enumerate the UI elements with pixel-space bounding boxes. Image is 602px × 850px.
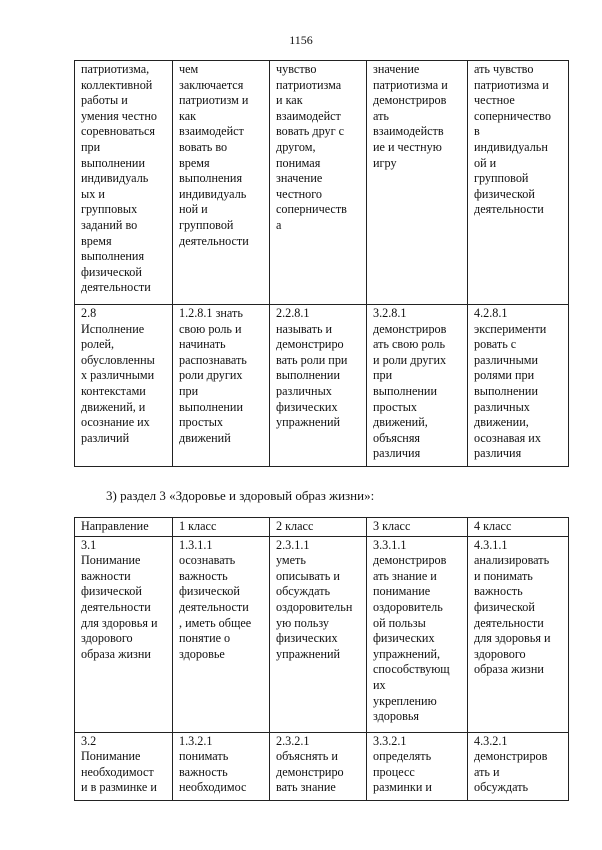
table-cell: патриотизма, коллективной работы и умения честно соревноваться при выполнении индивидуаль ых и групповых заданий во время выполнения физической деятельности [75, 61, 173, 305]
table-cell: 2.2.8.1 называть и демонстриро вать роли при выполнении различных физических упражнений [270, 305, 367, 467]
table-cell: значение патриотизма и демонстриров ать взаимодейств ие и честную игру [367, 61, 468, 305]
table-cell: 2.8 Исполнение ролей, обусловленны х различными контекстами движений, и осознание их различий [75, 305, 173, 467]
table-cell: ать чувство патриотизма и честное соперничество в индивидуальн ой и групповой физической деятельности [468, 61, 569, 305]
table-row [75, 61, 569, 305]
table-cell: 1.2.8.1 знать свою роль и начинать распознавать роли других при выполнении простых движений [173, 305, 270, 467]
column-header: 3 класс [367, 518, 468, 537]
table-cell: 1.3.2.1 понимать важность необходимос [173, 732, 270, 800]
column-header: 4 класс [468, 518, 569, 537]
table-row [75, 305, 569, 467]
table-cell: 3.2 Понимание необходимост и в разминке и [75, 732, 173, 800]
table-cell: 2.3.2.1 объяснять и демонстриро вать знание [270, 732, 367, 800]
outcomes-table-continued [74, 60, 569, 467]
table-row [75, 732, 569, 800]
table-cell: чем заключается патриотизм и как взаимодейст вовать во время выполнения индивидуаль ной и групповой деятельности [173, 61, 270, 305]
table-cell: 1.3.1.1 осознавать важность физической деятельности , иметь общее понятие о здоровье [173, 536, 270, 732]
table-cell: 3.3.1.1 демонстриров ать знание и понимание оздоровитель ой пользы физических упражнений, способствующ их укреплению здоровья [367, 536, 468, 732]
column-header: 2 класс [270, 518, 367, 537]
column-header: Направление [75, 518, 173, 537]
section-heading: 3) раздел 3 «Здоровье и здоровый образ жизни»: [106, 488, 375, 503]
table-cell: 3.2.8.1 демонстриров ать свою роль и роли других при выполнении простых движений, объясняя различия [367, 305, 468, 467]
table-row [75, 536, 569, 732]
table-cell: 3.1 Понимание важности физической деятельности для здоровья и здорового образа жизни [75, 536, 173, 732]
page-number: 1156 [289, 33, 313, 47]
table-cell: 2.3.1.1 уметь описывать и обсуждать оздоровительн ую пользу физических упражнений [270, 536, 367, 732]
column-header: 1 класс [173, 518, 270, 537]
table-cell: 3.3.2.1 определять процесс разминки и [367, 732, 468, 800]
table-cell: 4.3.1.1 анализировать и понимать важность физической деятельности для здоровья и здорового образа жизни [468, 536, 569, 732]
table-cell: чувство патриотизма и как взаимодейст вовать друг с другом, понимая значение честного соперничеств а [270, 61, 367, 305]
health-outcomes-table [74, 517, 569, 801]
table-cell: 4.2.8.1 эксперименти ровать с различными ролями при выполнении различных движении, осознавая их различия [468, 305, 569, 467]
table-cell: 4.3.2.1 демонстриров ать и обсуждать [468, 732, 569, 800]
table-header-row [75, 518, 569, 537]
